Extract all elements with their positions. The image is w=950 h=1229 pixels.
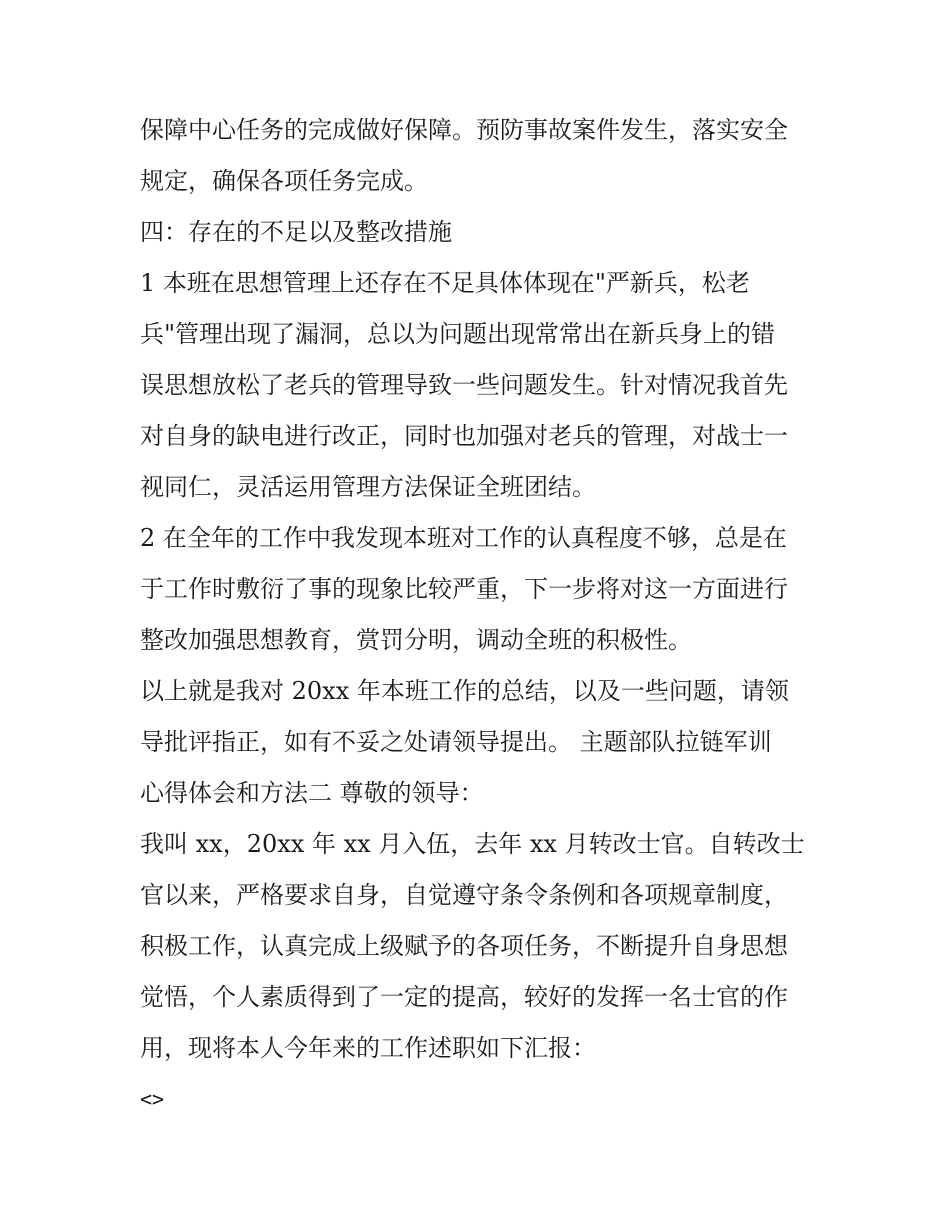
text-line: 以上就是我对 20xx 年本班工作的总结，以及一些问题，请领 xyxy=(140,677,789,705)
text-line: 导批评指正，如有不妥之处请领导提出。 主题部队拉链军训 xyxy=(140,728,772,756)
text-line: 用，现将本人今年来的工作述职如下汇报： xyxy=(140,1034,596,1062)
text-line: 心得体会和方法二 尊敬的领导： xyxy=(140,779,484,807)
text-line: 对自身的缺电进行改正，同时也加强对老兵的管理，对战士一 xyxy=(140,422,788,450)
text-line: 整改加强思想教育，赏罚分明，调动全班的积极性。 xyxy=(140,626,692,654)
text-line: 视同仁，灵活运用管理方法保证全班团结。 xyxy=(140,473,596,501)
text-line: 规定，确保各项任务完成。 xyxy=(140,167,428,195)
text-line: 误思想放松了老兵的管理导致一些问题发生。针对情况我首先 xyxy=(140,371,788,399)
text-line: 保障中心任务的完成做好保障。预防事故案件发生，落实安全 xyxy=(140,116,788,144)
text-line: 官以来，严格要求自身，自觉遵守条令条例和各项规章制度， xyxy=(140,881,788,909)
tail-mark: <> xyxy=(140,1087,165,1111)
text-line: 觉悟，个人素质得到了一定的提高，较好的发挥一名士官的作 xyxy=(140,983,788,1011)
text-line: 兵"管理出现了漏洞，总以为问题出现常常出在新兵身上的错 xyxy=(140,320,776,348)
text-line: 于工作时敷衍了事的现象比较严重，下一步将对这一方面进行 xyxy=(140,575,788,603)
section-heading: 四：存在的不足以及整改措施 xyxy=(140,218,452,246)
document-body xyxy=(140,105,820,1125)
text-line: 积极工作，认真完成上级赋予的各项任务，不断提升自身思想 xyxy=(140,932,788,960)
text-line: 我叫 xx，20xx 年 xx 月入伍，去年 xx 月转改士官。自转改士 xyxy=(140,830,805,858)
text-line: 1 本班在思想管理上还存在不足具体体现在"严新兵，松老 xyxy=(140,269,750,297)
text-line: 2 在全年的工作中我发现本班对工作的认真程度不够，总是在 xyxy=(140,524,787,552)
